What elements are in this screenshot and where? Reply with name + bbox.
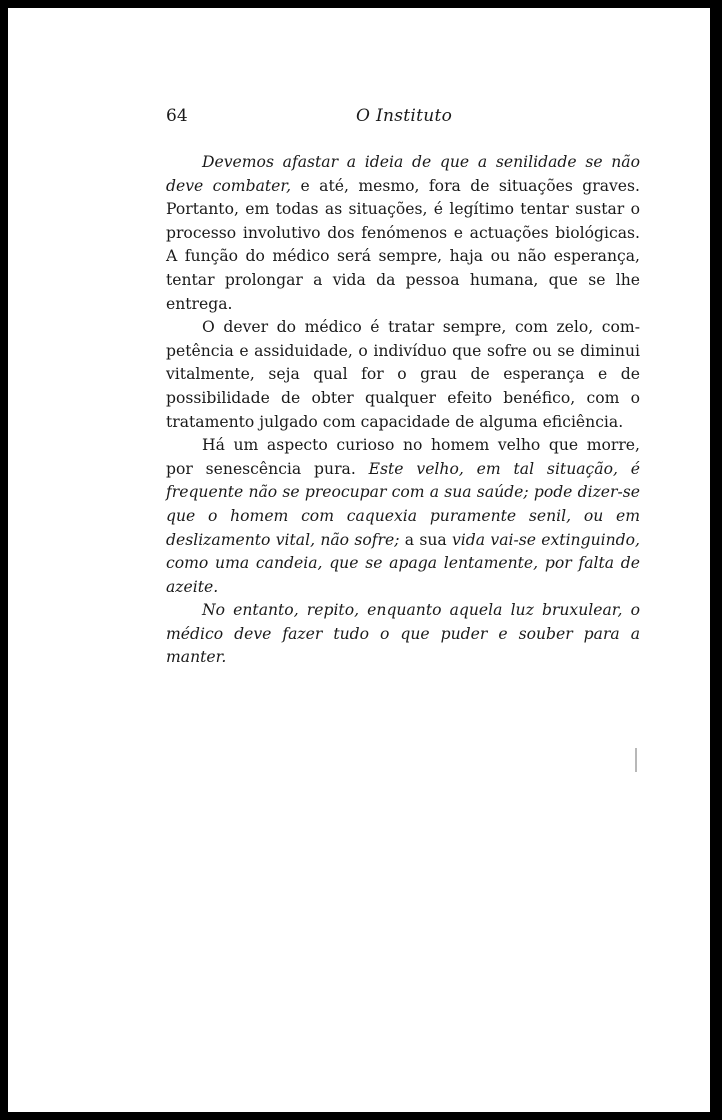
text-segment: O dever do médico é tratar sempre, com zelo, competência e assiduidade, o indivíduo que sofre ou se diminui vitalmente, seja qual for o grau de esperança e de possibilidade de obter qualquer efeito benéfico, com o tratamento julgado com capacidade de alguma eficiência. — [166, 318, 640, 431]
scan-artifact-mark — [635, 748, 637, 772]
text-segment: Devemos afastar a ideia de que a senilidade se não deve combater, — [166, 153, 640, 195]
book-page — [8, 8, 710, 1112]
paragraph-3 — [166, 434, 640, 599]
text-segment: vida vai-se extinguindo, como uma candeia, que se apaga lentamente, por falta de azeite. — [166, 530, 640, 596]
text-segment: Este velho, em tal situação, é frequente não se preocupar com a sua saúde; pode dizer-se que o homem com caquexia puramente senil, ou em deslizamento vital, não sofre; — [166, 459, 640, 549]
text-segment: e até, mesmo, fora de situações graves. Portanto, em todas as situações, é legítimo tentar sustar o processo involutivo dos fenómenos e actuações biológicas. A função do médico será sempre, haja ou não esperança, tentar prolongar a vida da pessoa humana, que se lhe entrega. — [166, 176, 640, 313]
running-title: O Instituto — [356, 106, 453, 126]
text-segment: a sua — [399, 530, 452, 549]
page-number: 64 — [166, 106, 188, 126]
paragraph-1 — [166, 151, 640, 316]
paragraph-2 — [166, 316, 640, 434]
text-segment: Há um aspecto curioso no homem velho que morre, por senescência pura. — [166, 436, 640, 478]
paragraph-4 — [166, 599, 640, 670]
text-segment: No entanto, repito, enquanto aquela luz bruxulear, o médico deve fazer tudo o que puder e souber para a manter. — [166, 601, 640, 667]
body-text — [166, 151, 640, 670]
page-header — [166, 106, 650, 136]
